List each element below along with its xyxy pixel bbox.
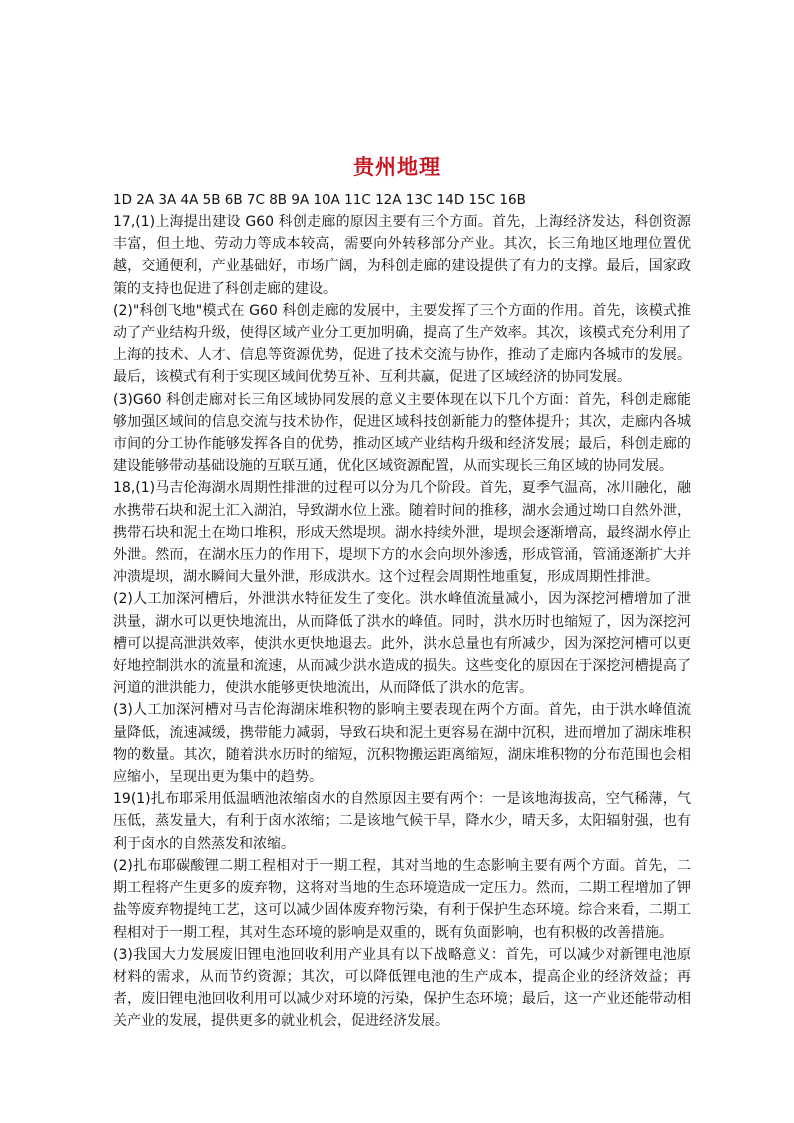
document-body <box>113 189 691 1033</box>
answer-q17-part3: (3)G60 科创走廊对长三角区域协同发展的意义主要体现在以下几个方面：首先，科创走廊能够加强区域间的信息交流与技术协作，促进区域科技创新能力的整体提升；其次，走廊内各城市间的分工协作能够发挥各自的优势，推动区域产业结构升级和经济发展；最后，科创走廊的建设能够带动基础设施的互联互通，优化区域资源配置，从而实现长三角区域的协同发展。 <box>113 391 691 475</box>
answer-q19-part1: 19(1)扎布耶采用低温晒池浓缩卤水的自然原因主要有两个：一是该地海拔高，空气稀薄，气压低，蒸发量大，有利于卤水浓缩；二是该地气候干旱，降水少，晴天多，太阳辐射强，也有利于卤水的自然蒸发和浓缩。 <box>113 791 691 852</box>
page-title: 贵州地理 <box>353 155 441 179</box>
answer-q18-part2: (2)人工加深河槽后，外泄洪水特征发生了变化。洪水峰值流量减小，因为深挖河槽增加了泄洪量，湖水可以更快地流出，从而降低了洪水的峰值。同时，洪水历时也缩短了，因为深挖河槽可以提高泄洪效率，使洪水更快地退去。此外，洪水总量也有所减少，因为深挖河槽可以更好地控制洪水的流量和流速，从而减少洪水造成的损失。这些变化的原因在于深挖河槽提高了河道的泄洪能力，使洪水能够更快地流出，从而降低了洪水的危害。 <box>113 591 691 697</box>
answer-q17-part2: (2)"科创飞地"模式在 G60 科创走廊的发展中，主要发挥了三个方面的作用。首先，该模式推动了产业结构升级，使得区域产业分工更加明确，提高了生产效率。其次，该模式充分利用了上海的技术、人才、信息等资源优势，促进了技术交流与协作，推动了走廊内各城市的发展。最后，该模式有利于实现区域间优势互补、互利共赢，促进了区域经济的协同发展。 <box>113 302 691 386</box>
answer-q17-part1: 17,(1)上海提出建设 G60 科创走廊的原因主要有三个方面。首先，上海经济发达，科创资源丰富，但土地、劳动力等成本较高，需要向外转移部分产业。其次，长三角地区地理位置优越，交通便利，产业基础好，市场广阔，为科创走廊的建设提供了有力的支撑。最后，国家政策的支持也促进了科创走廊的建设。 <box>113 214 691 297</box>
multiple-choice-answers: 1D 2A 3A 4A 5B 6B 7C 8B 9A 10A 11C 12A 13C 14D 15C 16B <box>113 192 526 208</box>
answer-q18-part3: (3)人工加深河槽对马吉伦海湖床堆积物的影响主要表现在两个方面。首先，由于洪水峰值流量降低，流速减缓，携带能力减弱，导致石块和泥土更容易在湖中沉积，进而增加了湖床堆积物的数量。其次，随着洪水历时的缩短，沉积物搬运距离缩短，湖床堆积物的分布范围也会相应缩小，呈现出更为集中的趋势。 <box>113 702 691 786</box>
answer-q19-part3: (3)我国大力发展废旧锂电池回收利用产业具有以下战略意义：首先，可以减少对新锂电池原材料的需求，从而节约资源；其次，可以降低锂电池的生产成本，提高企业的经济效益；再者，废旧锂电池回收利用可以减少对环境的污染，保护生态环境；最后，这一产业还能带动相关产业的发展，提供更多的就业机会，促进经济发展。 <box>113 946 691 1030</box>
answer-q18-part1: 18,(1)马吉伦海湖水周期性排泄的过程可以分为几个阶段。首先，夏季气温高，冰川融化，融水携带石块和泥土汇入湖泊，导致湖水位上涨。随着时间的推移，湖水会通过坳口自然外泄，携带石块和泥土在坳口堆积，形成天然堤坝。湖水持续外泄，堤坝会逐渐增高，最终湖水停止外泄。然而，在湖水压力的作用下，堤坝下方的水会向坝外渗透，形成管涌，管涌逐渐扩大并冲溃堤坝，湖水瞬间大量外泄，形成洪水。这个过程会周期性地重复，形成周期性排泄。 <box>113 480 691 586</box>
answer-q19-part2: (2)扎布耶碳酸锂二期工程相对于一期工程，其对当地的生态影响主要有两个方面。首先，二期工程将产生更多的废弃物，这将对当地的生态环境造成一定压力。然而，二期工程增加了钾盐等废弃物提纯工艺，这可以减少固体废弃物污染，有利于保护生态环境。综合来看，二期工程相对于一期工程，其对生态环境的影响是双重的，既有负面影响，也有积极的改善措施。 <box>113 857 691 941</box>
